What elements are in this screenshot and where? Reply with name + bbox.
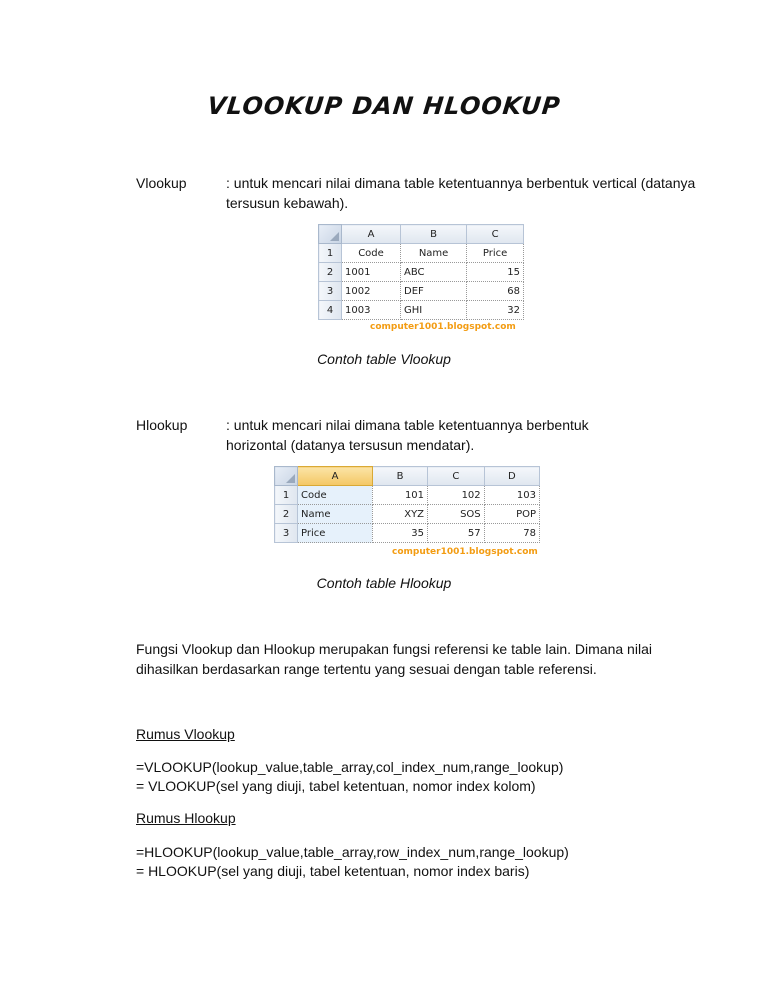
hlookup-caption: Contoh table Hlookup: [316, 575, 452, 591]
table-row: [275, 524, 540, 543]
table-cell: Code: [342, 244, 401, 263]
row-header: 1: [275, 486, 298, 505]
column-header: C: [428, 467, 485, 486]
row-header: 2: [275, 505, 298, 524]
image-credit: computer1001.blogspot.com: [392, 547, 538, 557]
table-cell: Code: [298, 486, 373, 505]
table-cell: 57: [428, 524, 485, 543]
hlookup-term: Hlookup: [136, 417, 188, 433]
table-cell: 1002: [342, 282, 401, 301]
rumus-vlookup-heading: Rumus Vlookup: [136, 726, 235, 742]
intro-paragraph: Fungsi Vlookup dan Hlookup merupakan fungsi referensi ke table lain. Dimana nilai dihasilkan berdasarkan range tertentu yang sesuai dengan table referensi.: [136, 641, 652, 677]
vlookup-description: : untuk mencari nilai dimana table ketentuannya berbentuk vertical (datanya tersusun kebawah).: [226, 175, 696, 211]
table-cell: 32: [467, 301, 524, 320]
table-cell: SOS: [428, 505, 485, 524]
table-cell: Price: [467, 244, 524, 263]
table-cell: DEF: [401, 282, 467, 301]
table-cell: 78: [484, 524, 539, 543]
vlookup-term: Vlookup: [136, 175, 187, 191]
table-row: [275, 505, 540, 524]
table-cell: 1001: [342, 263, 401, 282]
page-title: VLOOKUP DAN HLOOKUP: [205, 92, 563, 120]
hlookup-formula-syntax: =HLOOKUP(lookup_value,table_array,row_index_num,range_lookup): [136, 844, 569, 860]
row-header: 1: [319, 244, 342, 263]
table-cell: XYZ: [372, 505, 427, 524]
vlookup-formula-explanation: = VLOOKUP(sel yang diuji, tabel ketentuan, nomor index kolom): [136, 778, 536, 794]
table-cell: 15: [467, 263, 524, 282]
rumus-hlookup-heading: Rumus Hlookup: [136, 810, 236, 826]
table-cell: Price: [298, 524, 373, 543]
table-cell: 35: [372, 524, 427, 543]
image-credit: computer1001.blogspot.com: [370, 322, 516, 332]
table-row: [319, 244, 524, 263]
table-cell: 68: [467, 282, 524, 301]
table-cell: GHI: [401, 301, 467, 320]
row-header: 4: [319, 301, 342, 320]
table-cell: ABC: [401, 263, 467, 282]
vlookup-formula-syntax: =VLOOKUP(lookup_value,table_array,col_index_num,range_lookup): [136, 759, 564, 775]
hlookup-sheet: [274, 466, 540, 543]
column-header: B: [372, 467, 427, 486]
select-all-corner: [275, 467, 298, 486]
table-cell: 101: [372, 486, 427, 505]
table-row: [319, 263, 524, 282]
column-header: A: [298, 467, 373, 486]
table-cell: 103: [484, 486, 539, 505]
table-cell: Name: [401, 244, 467, 263]
row-header: 2: [319, 263, 342, 282]
column-header: D: [484, 467, 539, 486]
column-header: B: [401, 225, 467, 244]
table-cell: Name: [298, 505, 373, 524]
hlookup-formula-explanation: = HLOOKUP(sel yang diuji, tabel ketentuan, nomor index baris): [136, 863, 530, 879]
table-row: [319, 301, 524, 320]
row-header: 3: [319, 282, 342, 301]
row-header: 3: [275, 524, 298, 543]
vlookup-sheet: [318, 224, 524, 320]
table-cell: POP: [484, 505, 539, 524]
column-header: C: [467, 225, 524, 244]
table-cell: 1003: [342, 301, 401, 320]
hlookup-description: : untuk mencari nilai dimana table ketentuannya berbentuk horizontal (datanya tersusun mendatar).: [226, 417, 589, 453]
table-row: [319, 282, 524, 301]
select-all-corner: [319, 225, 342, 244]
table-row: [275, 486, 540, 505]
table-cell: 102: [428, 486, 485, 505]
vlookup-caption: Contoh table Vlookup: [317, 351, 451, 367]
column-header: A: [342, 225, 401, 244]
